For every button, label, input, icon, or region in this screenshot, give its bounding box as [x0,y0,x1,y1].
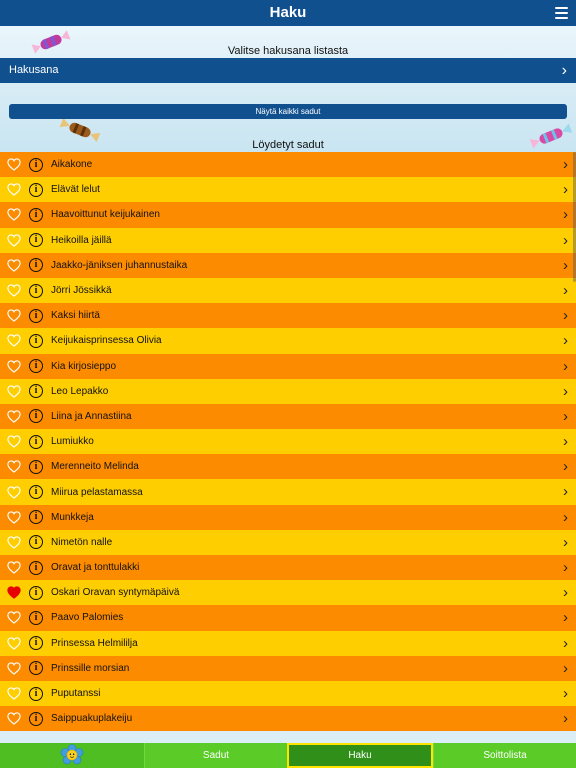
info-icon[interactable]: i [29,687,43,701]
list-item[interactable] [0,656,576,681]
story-title: Haavoittunut keijukainen [51,209,160,221]
chevron-right-icon: › [563,659,568,677]
favorite-heart-icon[interactable] [7,662,21,675]
list-item[interactable] [0,278,576,303]
list-item[interactable] [0,429,576,454]
list-item[interactable] [0,404,576,429]
story-title: Jörri Jössikkä [51,285,112,297]
story-title: Lumiukko [51,436,94,448]
list-item[interactable] [0,354,576,379]
chevron-right-icon: › [563,181,568,199]
list-item[interactable] [0,605,576,630]
list-item[interactable] [0,454,576,479]
chevron-right-icon: › [563,483,568,501]
list-item[interactable] [0,530,576,555]
story-title: Nimetön nalle [51,536,113,548]
list-item[interactable] [0,177,576,202]
favorite-heart-icon[interactable] [7,687,21,700]
favorite-heart-icon[interactable] [7,511,21,524]
app-header [0,0,576,26]
info-icon[interactable]: i [29,309,43,323]
favorite-heart-icon[interactable] [7,561,21,574]
story-list [0,152,576,743]
chevron-right-icon: › [563,407,568,425]
info-icon[interactable]: i [29,409,43,423]
found-stories-heading: Löydetyt sadut [252,139,324,151]
info-icon[interactable]: i [29,208,43,222]
info-icon[interactable]: i [29,284,43,298]
list-item[interactable] [0,555,576,580]
chevron-right-icon: › [563,433,568,451]
info-icon[interactable]: i [29,233,43,247]
story-title: Puputanssi [51,688,101,700]
bottom-tab-bar [0,743,576,768]
home-tab[interactable] [0,743,144,768]
search-term-label: Hakusana [9,64,59,76]
info-icon[interactable]: i [29,158,43,172]
favorite-heart-icon[interactable] [7,284,21,297]
story-title: Merenneito Melinda [51,461,139,473]
story-title: Oravat ja tonttulakki [51,562,140,574]
info-icon[interactable]: i [29,485,43,499]
story-title: Elävät lelut [51,184,100,196]
chevron-right-icon: › [563,458,568,476]
story-title: Kia kirjosieppo [51,360,117,372]
story-title: Oskari Oravan syntymäpäivä [51,587,180,599]
list-item[interactable] [0,202,576,227]
favorite-heart-icon[interactable] [7,637,21,650]
chevron-right-icon: › [563,584,568,602]
favorite-heart-icon[interactable] [7,536,21,549]
info-icon[interactable]: i [29,561,43,575]
info-icon[interactable]: i [29,611,43,625]
info-icon[interactable]: i [29,334,43,348]
story-title: Leo Lepakko [51,385,109,397]
chevron-right-icon: › [563,382,568,400]
tab-sadut[interactable]: Sadut [144,743,287,768]
info-icon[interactable]: i [29,258,43,272]
list-item[interactable] [0,681,576,706]
favorite-heart-icon[interactable] [7,334,21,347]
list-item[interactable] [0,706,576,731]
list-item[interactable] [0,479,576,504]
page-title: Haku [269,4,307,21]
favorite-heart-icon[interactable] [7,183,21,196]
info-icon[interactable]: i [29,535,43,549]
favorite-heart-icon[interactable] [7,712,21,725]
hamburger-menu-icon[interactable] [555,7,568,19]
chevron-right-icon: › [563,634,568,652]
chevron-right-icon: › [561,62,567,79]
story-title: Munkkeja [51,511,94,523]
info-icon[interactable]: i [29,586,43,600]
story-title: Aikakone [51,159,93,171]
favorite-heart-icon[interactable] [7,460,21,473]
chevron-right-icon: › [563,508,568,526]
story-title: Miirua pelastamassa [51,486,143,498]
info-icon[interactable]: i [29,435,43,449]
info-icon[interactable]: i [29,359,43,373]
favorite-heart-icon[interactable] [7,611,21,624]
list-item[interactable] [0,379,576,404]
info-icon[interactable]: i [29,384,43,398]
chevron-right-icon: › [563,156,568,173]
chevron-right-icon: › [563,256,568,274]
story-title: Kaksi hiirtä [51,310,100,322]
search-panel [0,26,576,152]
list-item[interactable] [0,253,576,278]
favorite-heart-icon[interactable] [7,158,21,171]
favorite-heart-icon[interactable] [7,208,21,221]
chevron-right-icon: › [563,281,568,299]
list-item[interactable] [0,303,576,328]
tab-haku[interactable]: Haku [287,743,433,768]
list-item[interactable] [0,631,576,656]
story-title: Liina ja Annastiina [51,410,132,422]
chevron-right-icon: › [563,357,568,375]
story-title: Prinssille morsian [51,662,130,674]
favorite-heart-icon[interactable] [7,360,21,373]
story-title: Heikoilla jäillä [51,234,112,246]
favorite-heart-icon[interactable] [7,385,21,398]
chevron-right-icon: › [563,609,568,627]
favorite-heart-icon[interactable] [7,586,21,599]
chevron-right-icon: › [563,231,568,249]
info-icon[interactable]: i [29,460,43,474]
tab-soittolista[interactable]: Soittolista [433,743,576,768]
info-icon[interactable]: i [29,510,43,524]
story-title: Jaakko-jäniksen juhannustaika [51,259,188,271]
list-item[interactable] [0,505,576,530]
story-title: Paavo Palomies [51,612,124,624]
chevron-right-icon: › [563,559,568,576]
favorite-heart-icon[interactable] [7,435,21,448]
search-term-selector[interactable] [0,58,576,83]
story-title: Prinsessa Helmililja [51,637,138,649]
chevron-right-icon: › [563,710,568,728]
favorite-heart-icon[interactable] [7,486,21,499]
favorite-heart-icon[interactable] [7,259,21,272]
info-icon[interactable]: i [29,183,43,197]
list-item[interactable] [0,152,576,177]
story-title: Keijukaisprinsessa Olivia [51,335,162,347]
search-instruction: Valitse hakusana listasta [227,45,349,57]
chevron-right-icon: › [563,533,568,551]
info-icon[interactable]: i [29,636,43,650]
chevron-right-icon: › [563,307,568,325]
story-title: Saippuakuplakeiju [51,713,133,725]
chevron-right-icon: › [563,206,568,224]
list-item[interactable] [0,228,576,253]
info-icon[interactable]: i [29,712,43,726]
chevron-right-icon: › [563,332,568,350]
favorite-heart-icon[interactable] [7,309,21,322]
favorite-heart-icon[interactable] [7,234,21,247]
list-item[interactable] [0,328,576,353]
flower-logo-icon [58,744,86,767]
favorite-heart-icon[interactable] [7,410,21,423]
info-icon[interactable]: i [29,661,43,675]
show-all-stories-button[interactable]: Näytä kaikki sadut [9,104,567,119]
list-item[interactable] [0,580,576,605]
chevron-right-icon: › [563,684,568,702]
